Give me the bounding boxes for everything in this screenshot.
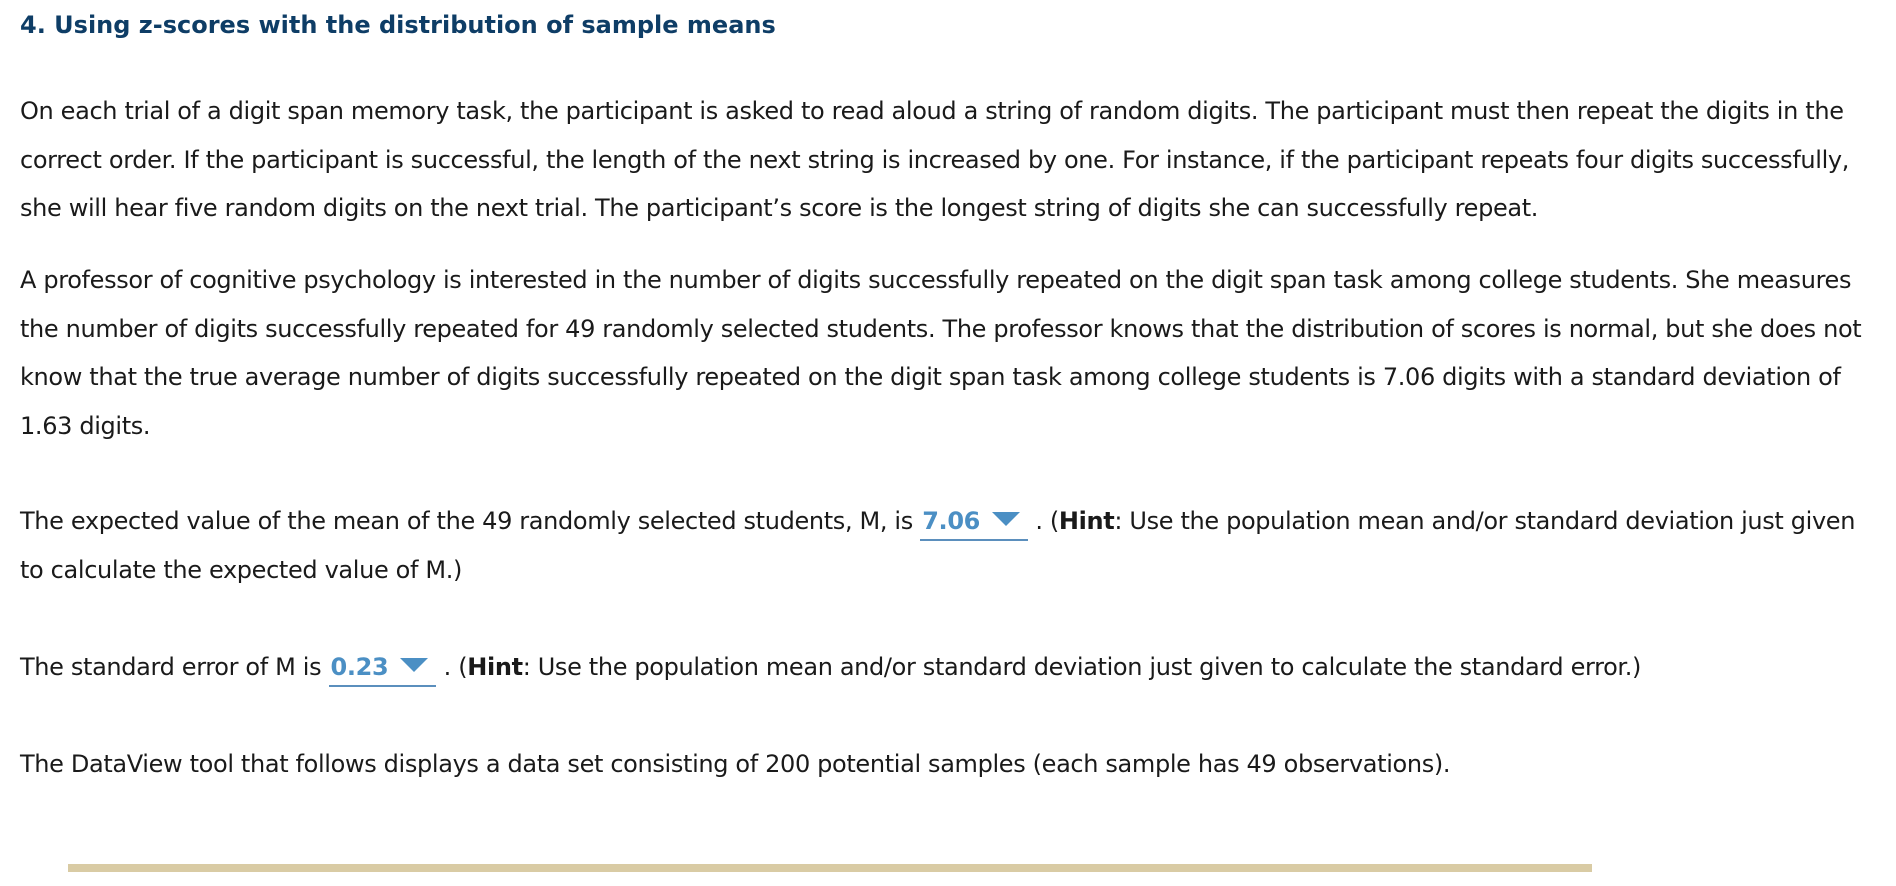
standard-error-hint-text: : Use the population mean and/or standard deviation just given to calculate the standard error.) (522, 653, 1642, 681)
expected-value-hint-label: Hint (1058, 507, 1115, 535)
triangle-down-icon (992, 512, 1020, 526)
expected-value-question (20, 497, 1880, 594)
expected-value-selected: 7.06 (922, 507, 981, 535)
standard-error-question (20, 643, 1880, 692)
expected-value-hint-text: : Use the population mean and/or standard deviation just given to calculate the expected value of M.) (20, 507, 1856, 584)
triangle-down-icon (400, 658, 428, 672)
standard-error-selected: 0.23 (330, 653, 389, 681)
section-divider (68, 864, 1592, 872)
standard-error-prefix: The standard error of M is (20, 653, 329, 681)
intro-paragraph: On each trial of a digit span memory task, the participant is asked to read aloud a string of random digits. The participant must then repeat the digits in the correct order. If the participant is successful, the length of the next string is increased by one. For instance, if the participant repeats four digits successfully, she will hear five random digits on the next trial. The participant’s score is the longest string of digits she can successfully repeat. (20, 97, 1850, 222)
expected-value-prefix: The expected value of the mean of the 49 randomly selected students, M, is (20, 507, 921, 535)
expected-value-dropdown[interactable] (920, 503, 1028, 541)
standard-error-after: . ( (443, 653, 468, 681)
standard-error-dropdown[interactable] (329, 649, 437, 687)
context-paragraph: A professor of cognitive psychology is interested in the number of digits successfully repeated on the digit span task among college students. She measures the number of digits successfully repeated for 49 randomly selected students. The professor knows that the distribution of scores is normal, but she does not know that the true average number of digits successfully repeated on the digit span task among college students is 7.06 digits with a standard deviation of 1.63 digits. (20, 266, 1862, 440)
expected-value-after: . ( (1035, 507, 1059, 535)
question-title: 4. Using z-scores with the distribution of sample means (20, 11, 776, 39)
standard-error-hint-label: Hint (467, 653, 523, 681)
dataview-intro: The DataView tool that follows displays a data set consisting of 200 potential samples (each sample has 49 observations). (20, 750, 1451, 778)
